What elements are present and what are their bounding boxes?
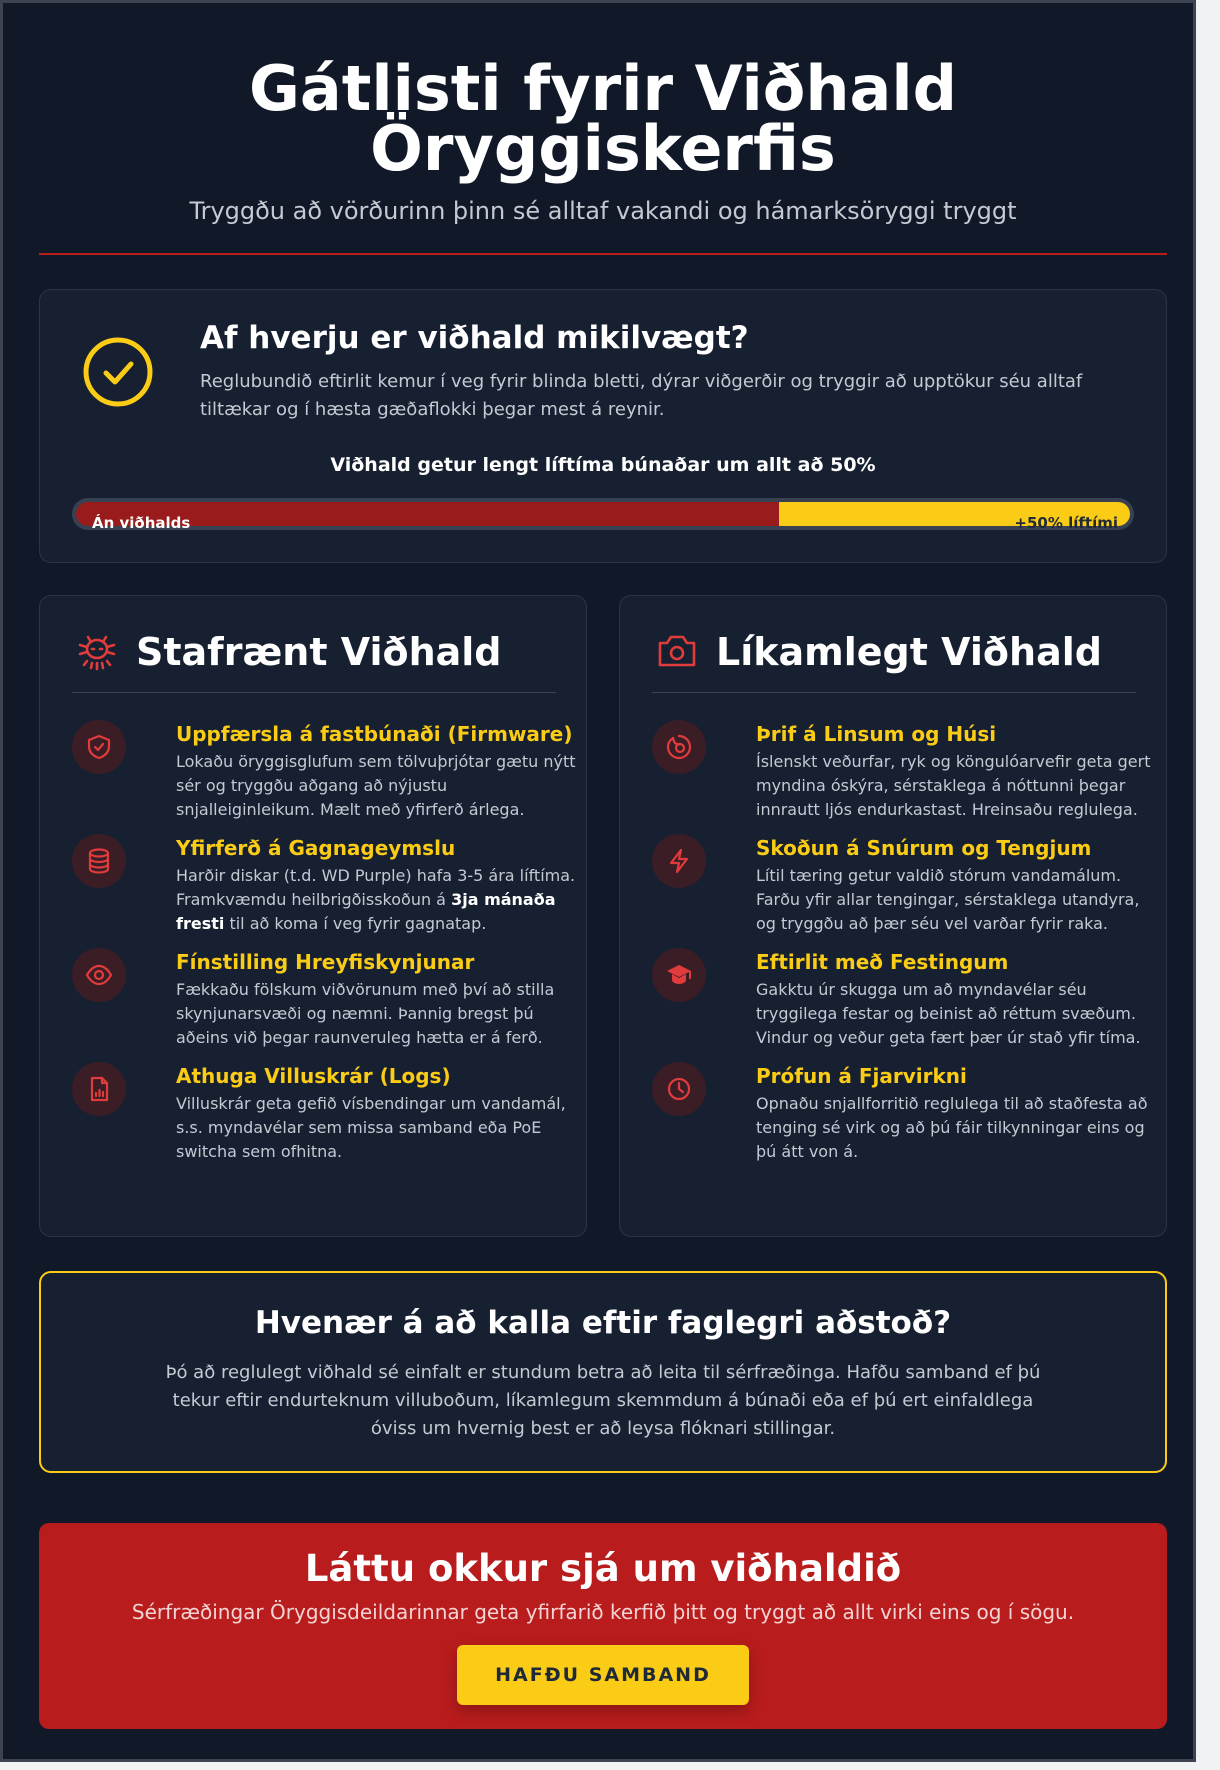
item-text: Lítil tæring getur valdið stórum vandamálum. Farðu yfir allar tengingar, sérstaklega utandyra, og tryggðu að þær séu vel varðar fyrir raka. [756,866,1140,933]
item-title: Fínstilling Hreyfiskynjunar [176,950,475,974]
item-title: Uppfærsla á fastbúnaði (Firmware) [176,722,573,746]
professional-help-card [39,1271,1167,1473]
item-text: Gakktu úr skugga um að myndavélar séu tryggilega festar og beinist að réttum svæðum. Vindur og veður geta fært þær úr stað yfir tíma. [756,980,1141,1047]
why-text: Reglubundið eftirlit kemur í veg fyrir blinda bletti, dýrar viðgerðir og tryggir að upptökur séu alltaf tiltækar og í hæsta gæðaflokki þegar mest á reynir. [200,371,1083,420]
cta-title: Láttu okkur sjá um viðhaldið [304,1547,902,1590]
why-title: Af hverju er viðhald mikilvægt? [200,320,749,356]
lightning-icon [652,834,706,888]
page-subtitle: Tryggðu að vörðurinn þinn sé alltaf vakandi og hámarksöryggi tryggt [189,197,1017,225]
item-title: Yfirferð á Gagnageymslu [176,836,456,860]
file-chart-icon [72,1062,126,1116]
progress-caption: Viðhald getur lengt líftíma búnaðar um allt að 50% [330,454,876,476]
digital-divider [72,692,556,693]
lifetime-progress-bar [72,498,1134,530]
item-title: Prófun á Fjarvirkni [756,1064,967,1088]
contact-cta-banner [39,1523,1167,1729]
lens-swirl-icon [652,720,706,774]
camera-icon [654,628,700,674]
shield-icon [72,720,126,774]
cta-text: Sérfræðingar Öryggisdeildarinnar geta yfirfarið kerfið þitt og tryggt að allt virki eins og í sögu. [131,1600,1075,1624]
physical-maintenance-card [619,595,1167,1237]
database-icon [72,834,126,888]
item-text: Opnaðu snjallforritið reglulega til að staðfesta að tenging sé virk og að þú fáir tilkynningar eins og þú átt von á. [756,1094,1148,1161]
mount-icon [652,948,706,1002]
bug-icon [74,628,120,674]
item-title: Þrif á Linsum og Húsi [756,722,997,746]
page-title: Gátlisti fyrir Viðhald Öryggiskerfis [249,52,957,185]
header-divider [39,253,1167,255]
contact-button[interactable]: HAFÐU SAMBAND [457,1645,749,1705]
item-title: Athuga Villuskrár (Logs) [176,1064,451,1088]
emphasis-text: 3ja mánaða fresti [176,890,556,933]
clock-icon [652,1062,706,1116]
physical-divider [652,692,1136,693]
item-title: Skoðun á Snúrum og Tengjum [756,836,1092,860]
item-title: Eftirlit með Festingum [756,950,1009,974]
item-text: Harðir diskar (t.d. WD Purple) hafa 3-5 ára líftíma. Framkvæmdu heilbrigðisskoðun á 3ja mánaða fresti til að koma í veg fyrir gagnatap. [176,866,576,933]
page-header [39,52,1167,225]
physical-title: Líkamlegt Viðhald [716,630,1102,674]
help-title: Hvenær á að kalla eftir faglegri aðstoð? [254,1305,952,1341]
check-circle-icon [78,332,158,412]
progress-right-label: +50% líftími [1014,514,1118,530]
item-text: Íslenskt veðurfar, ryk og köngulóarvefir geta gert myndina óskýra, sérstaklega á nóttunni þegar innrautt ljós endurkastast. Hreinsaðu reglulega. [756,752,1151,819]
digital-title: Stafrænt Viðhald [136,630,502,674]
why-maintenance-card [39,289,1167,563]
item-text: Villuskrár geta gefið vísbendingar um vandamál, s.s. myndavélar sem missa samband eða PoE switcha sem ofhitna. [176,1094,566,1161]
item-text: Lokaðu öryggisglufum sem tölvuþrjótar gætu nýtt sér og tryggðu aðgang að nýjustu snjalleiginleikum. Mælt með yfirferð árlega. [176,752,576,819]
eye-icon [72,948,126,1002]
help-text: Þó að reglulegt viðhald sé einfalt er stundum betra að leita til sérfræðinga. Hafðu samband ef þú tekur eftir endurteknum villuboðum, líkamlegum skemmdum á búnaði eða ef þú ert einfaldlega óviss um hvernig best er að leysa flóknari stillingar. [165,1362,1041,1439]
digital-maintenance-card [39,595,587,1237]
item-text: Fækkaðu fölskum viðvörunum með því að stilla skynjunarsvæði og næmni. Þannig bregst þú aðeins við þegar raunveruleg hætta er á ferð. [176,980,555,1047]
progress-left-label: Án viðhalds [92,514,191,530]
